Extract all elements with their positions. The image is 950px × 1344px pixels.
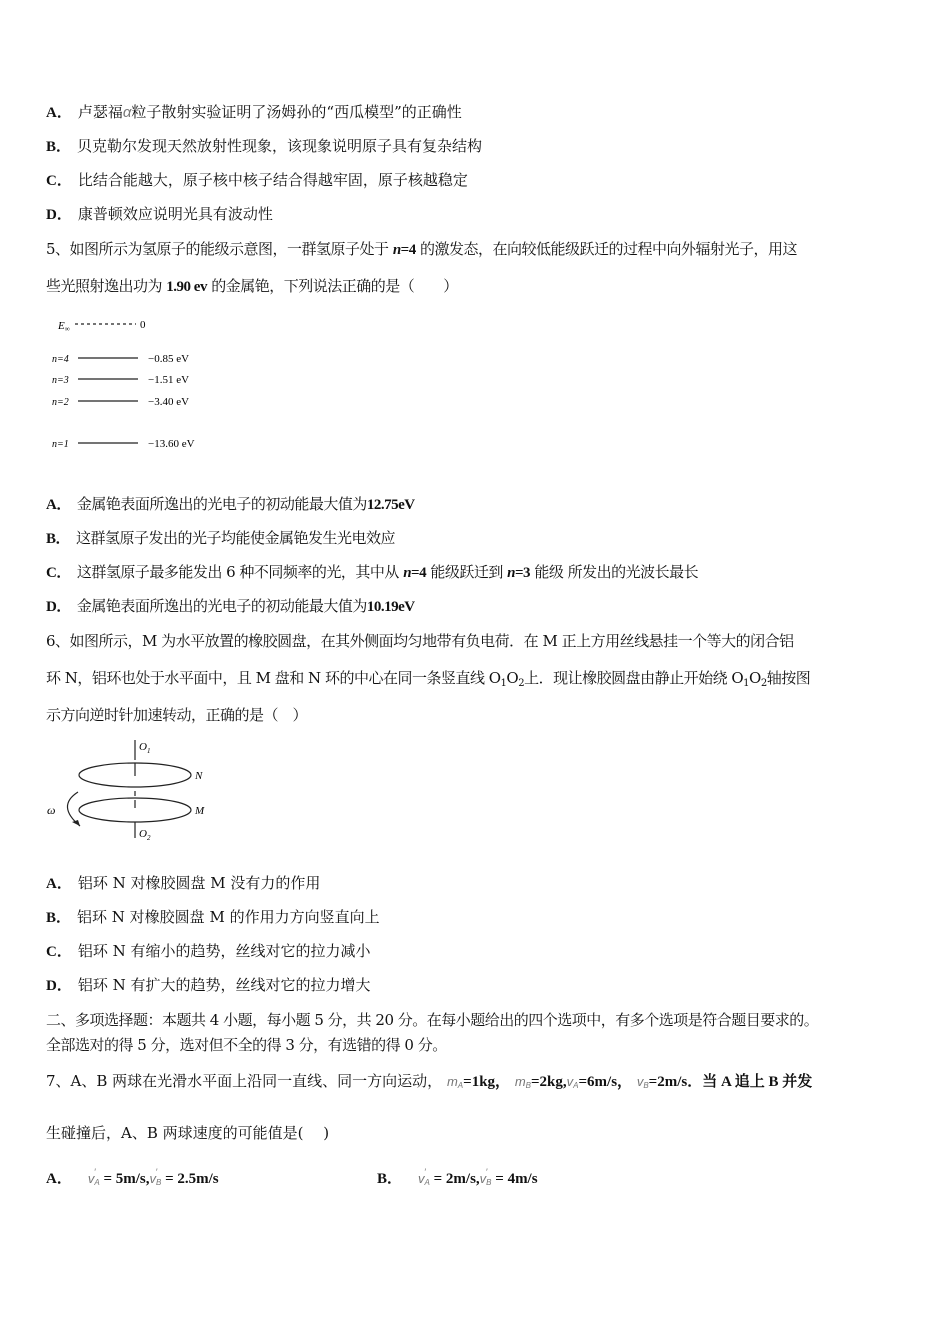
level-n4-label: n=4 (52, 354, 69, 365)
alpha-symbol: α (122, 104, 132, 121)
q4-option-d: D． 康普顿效应说明光具有波动性 (46, 205, 273, 223)
ring-n-label: N (195, 770, 203, 782)
q5-option-b: B． 这群氢原子发出的光子均能使金属铯发生光电效应 (46, 529, 396, 547)
q6-stem-line2: 环 N，铝环也处于水平面中，且 M 盘和 N 环的中心在同一条竖直线 $O_1O_2$上．现让橡胶圆盘由静止开始绕 $O_1O_2$轴按图 (46, 669, 811, 689)
q5-option-a: A． 金属铯表面所逸出的光电子的初动能最大值为12.75eV (46, 495, 415, 513)
q4-option-a: A． 卢瑟福α粒子散射实验证明了汤姆孙的“西瓜模型”的正确性 (46, 103, 462, 121)
q6-option-c: C． 铝环 N 有缩小的趋势，丝线对它的拉力减小 (46, 942, 371, 960)
level-n2-energy: −3.40 eV (148, 396, 190, 408)
level-n4-energy: −0.85 eV (148, 353, 190, 365)
level-n2-label: n=2 (52, 397, 69, 408)
q4-option-b: B． 贝克勒尔发现天然放射性现象，该现象说明原子具有复杂结构 (46, 137, 483, 155)
q6-stem-line1: 6、如图所示，M 为水平放置的橡胶圆盘，在其外侧面均匀地带有负电荷．在 M 正上方用丝线悬挂一个等大的闭合铝 (46, 632, 794, 650)
level-n1-label: n=1 (52, 439, 69, 450)
q6-stem-line3: 示方向逆时针加速转动，正确的是（ ） (46, 706, 308, 724)
q6-option-b: B． 铝环 N 对橡胶圆盘 M 的作用力方向竖直向上 (46, 908, 380, 926)
q5-option-d: D． 金属铯表面所逸出的光电子的初动能最大值为10.19eV (46, 597, 415, 615)
q5-option-c: C． 这群氢原子最多能发出 6 种不同频率的光，其中从 n=4 能级跃迁到 n=3 能级 所发出的光波长最长 (46, 563, 699, 581)
q5-stem-line1: 5、如图所示为氢原子的能级示意图，一群氢原子处于 n=4 的激发态，在向较低能级跃迁的过程中向外辐射光子，用这 (46, 240, 798, 258)
q7-option-a: A． vA ′ = 5m/s,vB ′ = 2.5m/s (46, 1167, 219, 1187)
section2-instructions-line1: 二、多项选择题：本题共 4 小题，每小题 5 分，共 20 分。在每小题给出的四个选项中，有多个选项是符合题目要求的。 (46, 1011, 819, 1029)
q6-option-a: A． 铝环 N 对橡胶圆盘 M 没有力的作用 (46, 874, 321, 892)
omega-label: ω (47, 803, 56, 817)
q5-stem-line2: 些光照射逸出功为 1.90 ev 的金属铯，下列说法正确的是（ ） (46, 277, 458, 295)
o2-label: $O_2$ (139, 828, 151, 842)
e-infinity-label: E∞ (58, 320, 70, 333)
level-n1-energy: −13.60 eV (148, 438, 195, 450)
q7-stem-line2: 生碰撞后，A、B 两球速度的可能值是( ) (46, 1124, 330, 1142)
disc-m-label: M (195, 805, 205, 817)
ring-disc-diagram (42, 736, 222, 846)
section2-instructions-line2: 全部选对的得 5 分，选对但不全的得 3 分，有选错的得 0 分。 (46, 1036, 447, 1054)
o1-label: $O_1$ (139, 741, 151, 755)
level-n3-label: n=3 (52, 375, 69, 386)
level-n3-energy: −1.51 eV (148, 374, 190, 386)
e-infinity-value: 0 (140, 319, 146, 331)
q7-stem-line1: 7、A、B 两球在光滑水平面上沿同一直线、同一方向运动， mA=1kg， mB=2kg,vA=6m/s， vB=2m/s．当 A 追上 B 并发 (46, 1072, 813, 1090)
q6-option-d: D． 铝环 N 有扩大的趋势，丝线对它的拉力增大 (46, 976, 371, 994)
q7-option-b: B． vA ′ = 2m/s,vB ′ = 4m/s (377, 1167, 538, 1187)
energy-level-diagram (48, 312, 218, 457)
q4-option-c: C． 比结合能越大，原子核中核子结合得越牢固，原子核越稳定 (46, 171, 468, 189)
